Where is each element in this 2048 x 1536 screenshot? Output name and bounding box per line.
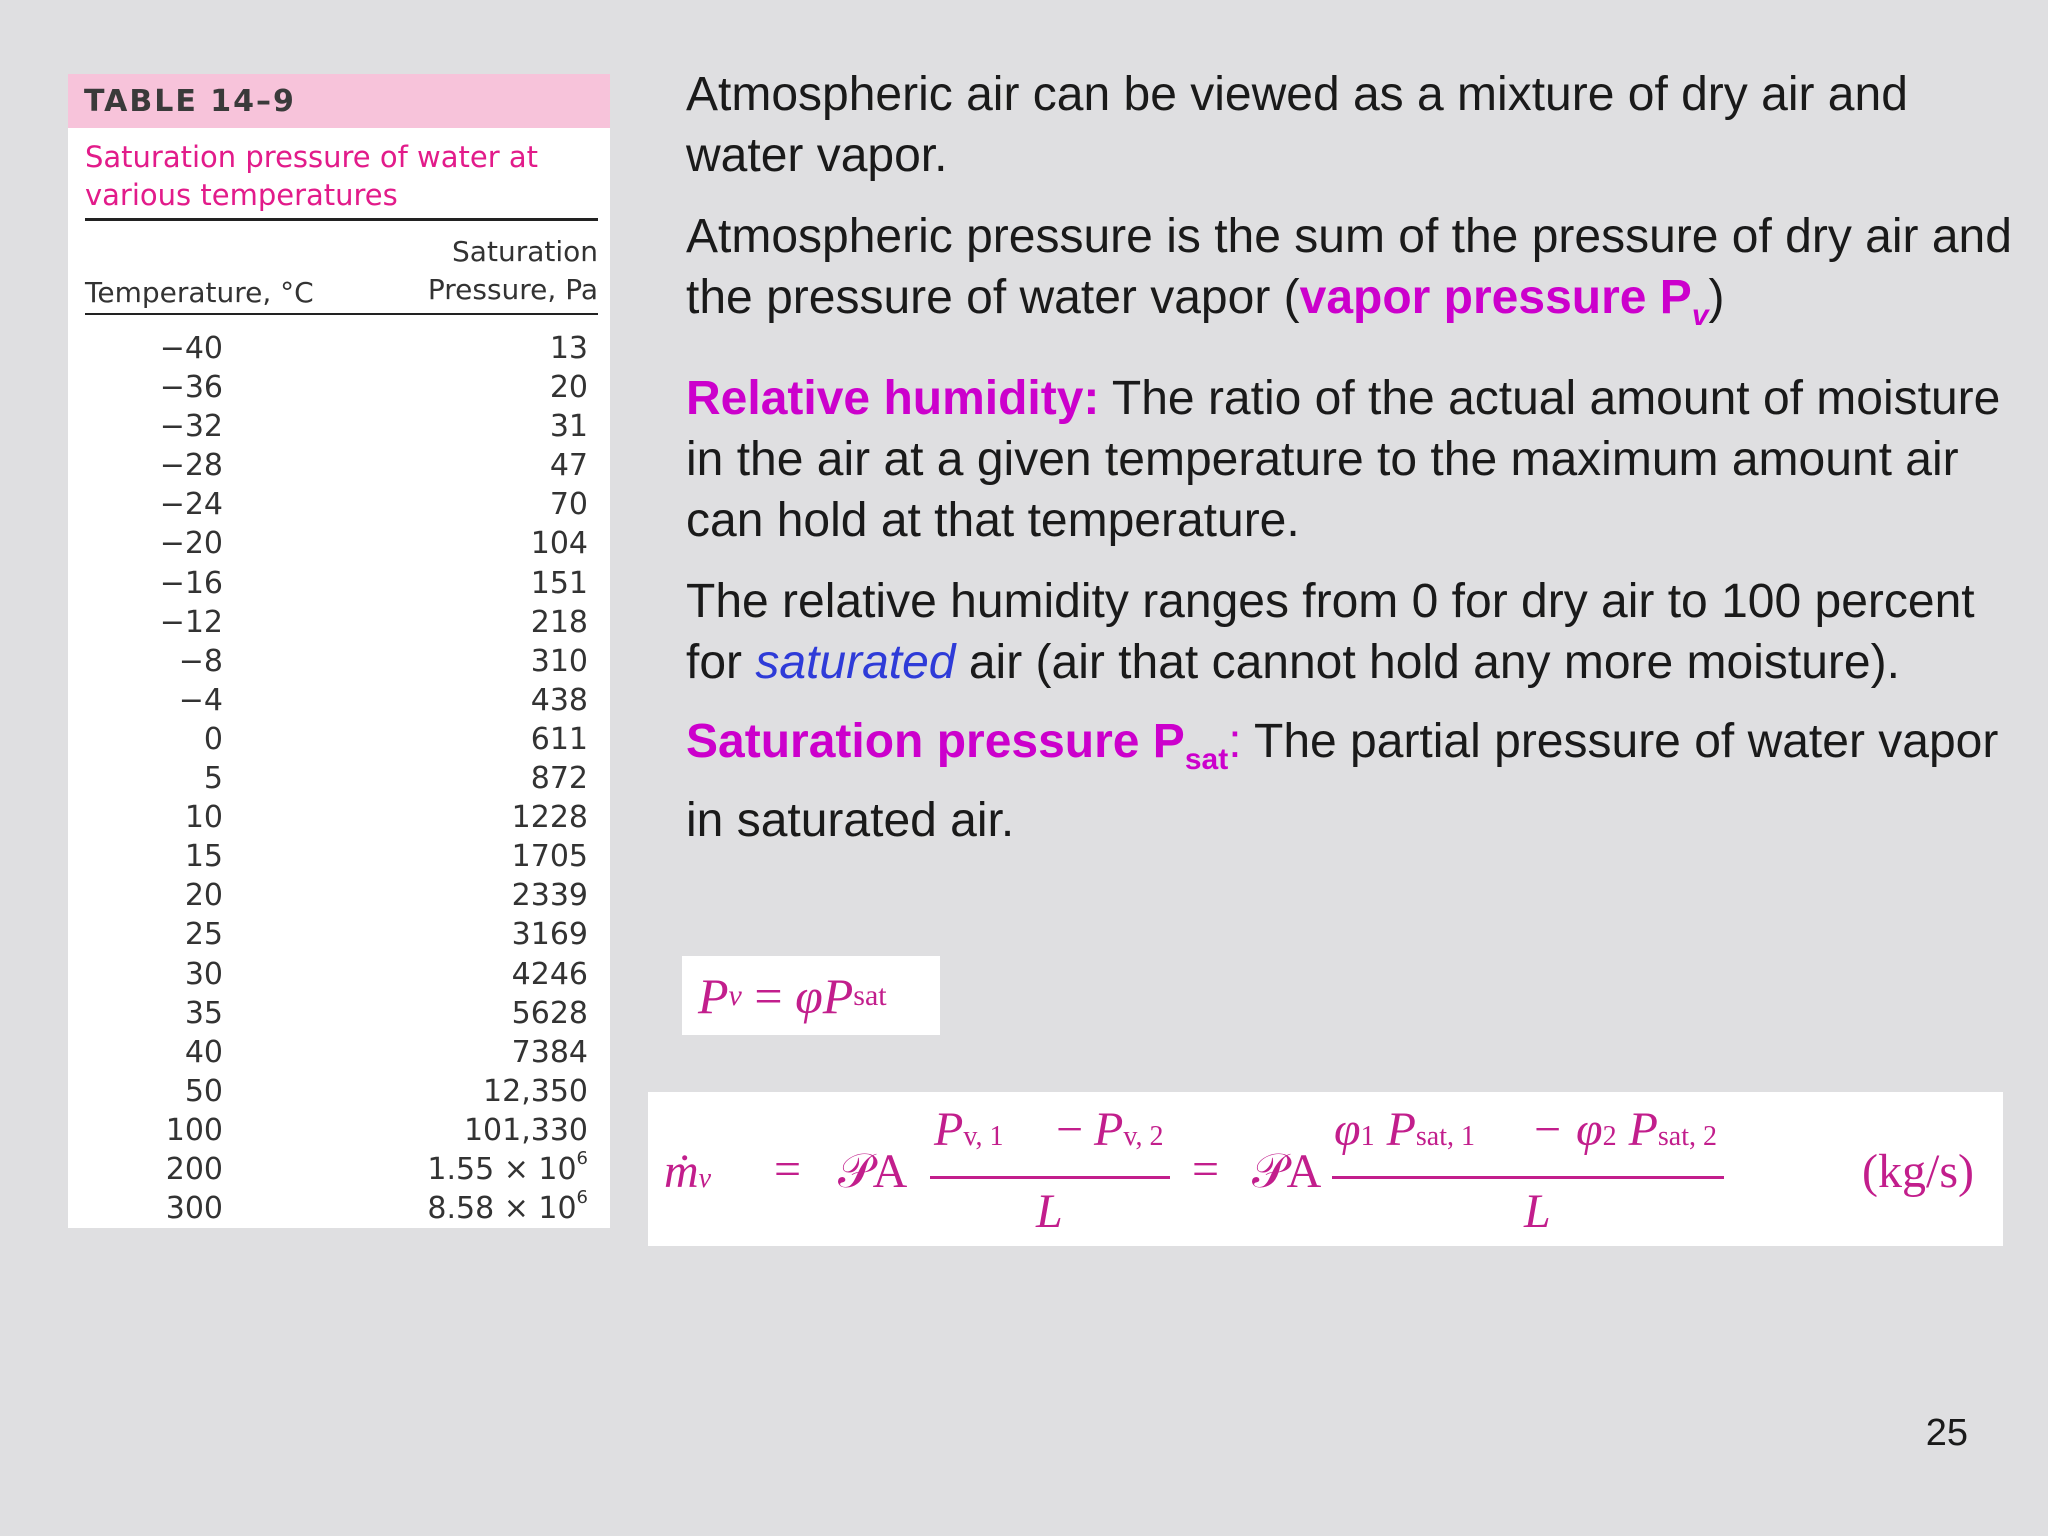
table-caption <box>85 138 598 221</box>
cell-pressure-value: 47 <box>549 448 588 484</box>
cell-pressure-value: 1705 <box>511 839 588 875</box>
formula-minus: − <box>1056 1103 1084 1156</box>
cell-pressure-value: 151 <box>530 565 588 601</box>
column-header-pressure-line1: Saturation <box>452 235 598 268</box>
subscript-sat: sat <box>1184 743 1229 776</box>
table-row <box>85 878 598 917</box>
cell-temperature: 100 <box>165 1112 223 1148</box>
cell-temperature: 10 <box>184 800 223 836</box>
formula-numerator-4 <box>1576 1102 1717 1157</box>
cell-pressure-value: 101,330 <box>463 1112 588 1148</box>
paragraph-atmospheric-air: Atmospheric air can be viewed as a mixture of dry air and water vapor. <box>686 68 1908 182</box>
cell-pressure <box>512 800 588 835</box>
formula-symbol: P <box>1094 1103 1124 1156</box>
cell-pressure-value: 2339 <box>511 878 588 914</box>
formula-coefficient: 𝒫A <box>1252 1145 1322 1198</box>
cell-pressure <box>512 996 588 1031</box>
formula-symbol: L <box>1036 1185 1063 1238</box>
cell-temperature: 25 <box>184 917 223 953</box>
cell-temperature: 5 <box>203 761 223 797</box>
cell-temperature: 200 <box>165 1151 223 1187</box>
cell-temperature: −24 <box>159 487 223 523</box>
cell-temperature: −8 <box>178 643 223 679</box>
cell-pressure-value: 4246 <box>511 956 588 992</box>
table-row <box>85 683 598 722</box>
term-vapor-pressure <box>1299 271 1709 332</box>
column-header-pressure <box>428 233 598 309</box>
formula-vapor-pressure <box>682 956 940 1035</box>
cell-pressure <box>512 1035 588 1070</box>
cell-pressure-value: 8.58 × 10 <box>427 1191 577 1227</box>
cell-pressure <box>531 683 588 718</box>
table-row <box>85 761 598 800</box>
cell-pressure <box>550 331 588 366</box>
formula-equals: = <box>1192 1143 1220 1196</box>
table-row <box>85 526 598 565</box>
formula-mass-flow <box>648 1092 2003 1246</box>
cell-pressure-value: 1228 <box>511 800 588 836</box>
table-row <box>85 1147 598 1191</box>
formula-subscript: sat, 1 <box>1415 1121 1475 1152</box>
cell-pressure-exponent: 6 <box>576 1147 588 1169</box>
formula-symbol: L <box>1524 1185 1551 1238</box>
cell-pressure-value: 7384 <box>511 1034 588 1070</box>
formula-numerator-2 <box>1094 1102 1164 1157</box>
table-row <box>85 331 598 370</box>
saturation-table <box>68 74 610 1228</box>
colon: : <box>1228 715 1242 768</box>
cell-pressure-value: 5628 <box>511 995 588 1031</box>
cell-pressure <box>512 957 588 992</box>
formula-symbol: φ <box>1334 1103 1361 1156</box>
cell-pressure-value: 1.55 × 10 <box>427 1151 577 1187</box>
formula-symbol: P <box>1616 1103 1658 1156</box>
formula-subscript: v, 2 <box>1123 1121 1164 1152</box>
formula-minus: − <box>1534 1103 1562 1156</box>
cell-pressure-value: 70 <box>549 487 588 523</box>
cell-temperature: 50 <box>184 1073 223 1109</box>
cell-pressure <box>531 761 588 796</box>
cell-pressure <box>550 370 588 405</box>
formula-subscript: 1 <box>1360 1121 1375 1152</box>
table-row <box>85 800 598 839</box>
cell-pressure <box>531 526 588 561</box>
slide-text <box>686 64 2026 851</box>
cell-temperature: −16 <box>159 565 223 601</box>
cell-pressure <box>483 1074 588 1109</box>
cell-temperature: 35 <box>184 995 223 1031</box>
cell-temperature: −32 <box>159 409 223 445</box>
formula-numerator-3 <box>1334 1102 1475 1157</box>
cell-temperature: −28 <box>159 448 223 484</box>
table-row <box>85 370 598 409</box>
cell-temperature: −36 <box>159 370 223 406</box>
cell-temperature: 20 <box>184 878 223 914</box>
formula-subscript: sat <box>853 978 887 1012</box>
cell-pressure-value: 104 <box>530 526 588 562</box>
paragraph-text: air (air that cannot hold any more moisture). <box>955 636 1900 689</box>
paragraph-text: Atmospheric pressure is the sum of the pressure of dry air and the pressure of water vapor ( <box>686 210 2012 324</box>
formula-symbol: ṁ <box>664 1145 699 1198</box>
formula-subscript: sat, 2 <box>1657 1121 1717 1152</box>
table-column-headers <box>85 221 598 315</box>
term-saturated: saturated <box>755 636 956 689</box>
cell-temperature: −12 <box>159 604 223 640</box>
column-header-temperature: Temperature, °C <box>85 276 314 309</box>
cell-pressure-value: 611 <box>530 721 588 757</box>
cell-temperature: 40 <box>184 1034 223 1070</box>
formula-subscript: v <box>698 1163 712 1194</box>
table-row <box>85 839 598 878</box>
cell-temperature: 300 <box>165 1191 223 1227</box>
cell-pressure-value: 438 <box>530 682 588 718</box>
paragraph-text: ) <box>1708 271 1725 324</box>
formula-mdot <box>664 1144 711 1199</box>
paragraph-text: The relative humidity ranges from 0 for dry air to 100 percent for <box>686 575 1975 689</box>
table-row <box>85 1035 598 1074</box>
formula-symbol: φ <box>1576 1103 1603 1156</box>
term-relative-humidity: Relative humidity: <box>686 372 1100 425</box>
cell-temperature: 30 <box>184 956 223 992</box>
table-row <box>85 605 598 644</box>
term-label: vapor pressure P <box>1299 271 1692 324</box>
table-row <box>85 1113 598 1152</box>
term-label: Saturation pressure P <box>686 715 1185 768</box>
paragraph-saturation-pressure <box>686 711 2026 851</box>
paragraph-text: The ratio of the actual amount of moisture in the air at a given temperature to the maximum amount air can hold at that temperature. <box>686 372 2001 547</box>
formula-denominator-1 <box>1036 1184 1063 1239</box>
paragraph-text: The partial pressure of water vapor in saturated air. <box>686 715 1999 847</box>
paragraph-relative-humidity <box>686 368 2026 551</box>
formula-symbol: P <box>1374 1103 1416 1156</box>
cell-pressure <box>550 409 588 444</box>
table-row <box>85 722 598 761</box>
cell-temperature: 15 <box>184 839 223 875</box>
page-number: 25 <box>1925 1412 1968 1454</box>
formula-symbol: P <box>698 967 729 1024</box>
cell-pressure-value: 20 <box>549 370 588 406</box>
formula-units: (kg/s) <box>1862 1145 1974 1198</box>
table-row <box>85 566 598 605</box>
table-row <box>85 917 598 956</box>
cell-pressure <box>531 644 588 679</box>
cell-pressure <box>512 839 588 874</box>
cell-pressure-value: 13 <box>549 331 588 366</box>
formula-symbol: φP <box>795 967 854 1024</box>
formula-coefficient: 𝒫A <box>838 1145 908 1198</box>
table-row <box>85 957 598 996</box>
formula-equals: = <box>774 1143 802 1196</box>
formula-symbol: P <box>934 1103 964 1156</box>
cell-pressure-value: 218 <box>530 604 588 640</box>
formula-subscript: 2 <box>1602 1121 1617 1152</box>
cell-pressure <box>464 1113 588 1148</box>
cell-temperature: −4 <box>178 682 223 718</box>
table-row <box>85 996 598 1035</box>
table-row <box>85 1187 598 1230</box>
cell-pressure-value: 12,350 <box>483 1073 588 1109</box>
cell-pressure <box>531 566 588 601</box>
cell-pressure <box>550 448 588 483</box>
cell-pressure <box>531 605 588 640</box>
fraction-bar <box>1332 1176 1724 1179</box>
cell-pressure-exponent: 6 <box>576 1187 588 1209</box>
cell-temperature: −40 <box>159 331 223 366</box>
cell-temperature: −20 <box>159 526 223 562</box>
table-body <box>85 331 598 1230</box>
table-caption-line2: various temperatures <box>85 178 398 212</box>
paragraph-atmospheric-pressure <box>686 206 2026 346</box>
table-row <box>85 487 598 526</box>
cell-pressure-value: 3169 <box>511 917 588 953</box>
column-header-pressure-line2: Pressure, Pa <box>427 273 598 306</box>
formula-numerator-1 <box>934 1102 1004 1157</box>
cell-pressure <box>550 487 588 522</box>
formula-subscript: v, 1 <box>963 1121 1004 1152</box>
table-row <box>85 1074 598 1113</box>
table-row <box>85 409 598 448</box>
cell-pressure-value: 872 <box>530 761 588 797</box>
cell-pressure <box>512 917 588 952</box>
formula-subscript: v <box>728 978 742 1012</box>
cell-pressure-value: 310 <box>530 643 588 679</box>
formula-denominator-2 <box>1524 1184 1551 1239</box>
cell-temperature: 0 <box>203 721 223 757</box>
table-title: TABLE 14–9 <box>68 74 610 128</box>
term-saturation-pressure <box>686 715 1229 776</box>
fraction-bar <box>930 1176 1170 1179</box>
paragraph-humidity-range <box>686 571 2026 693</box>
cell-pressure <box>531 722 588 757</box>
table-caption-line1: Saturation pressure of water at <box>85 140 539 174</box>
table-row <box>85 644 598 683</box>
cell-pressure <box>427 1187 588 1227</box>
cell-pressure-value: 31 <box>549 409 588 445</box>
table-row <box>85 448 598 487</box>
cell-pressure <box>512 878 588 913</box>
formula-equals: = <box>741 967 796 1024</box>
cell-pressure <box>427 1147 588 1187</box>
subscript-v: v <box>1691 299 1709 332</box>
